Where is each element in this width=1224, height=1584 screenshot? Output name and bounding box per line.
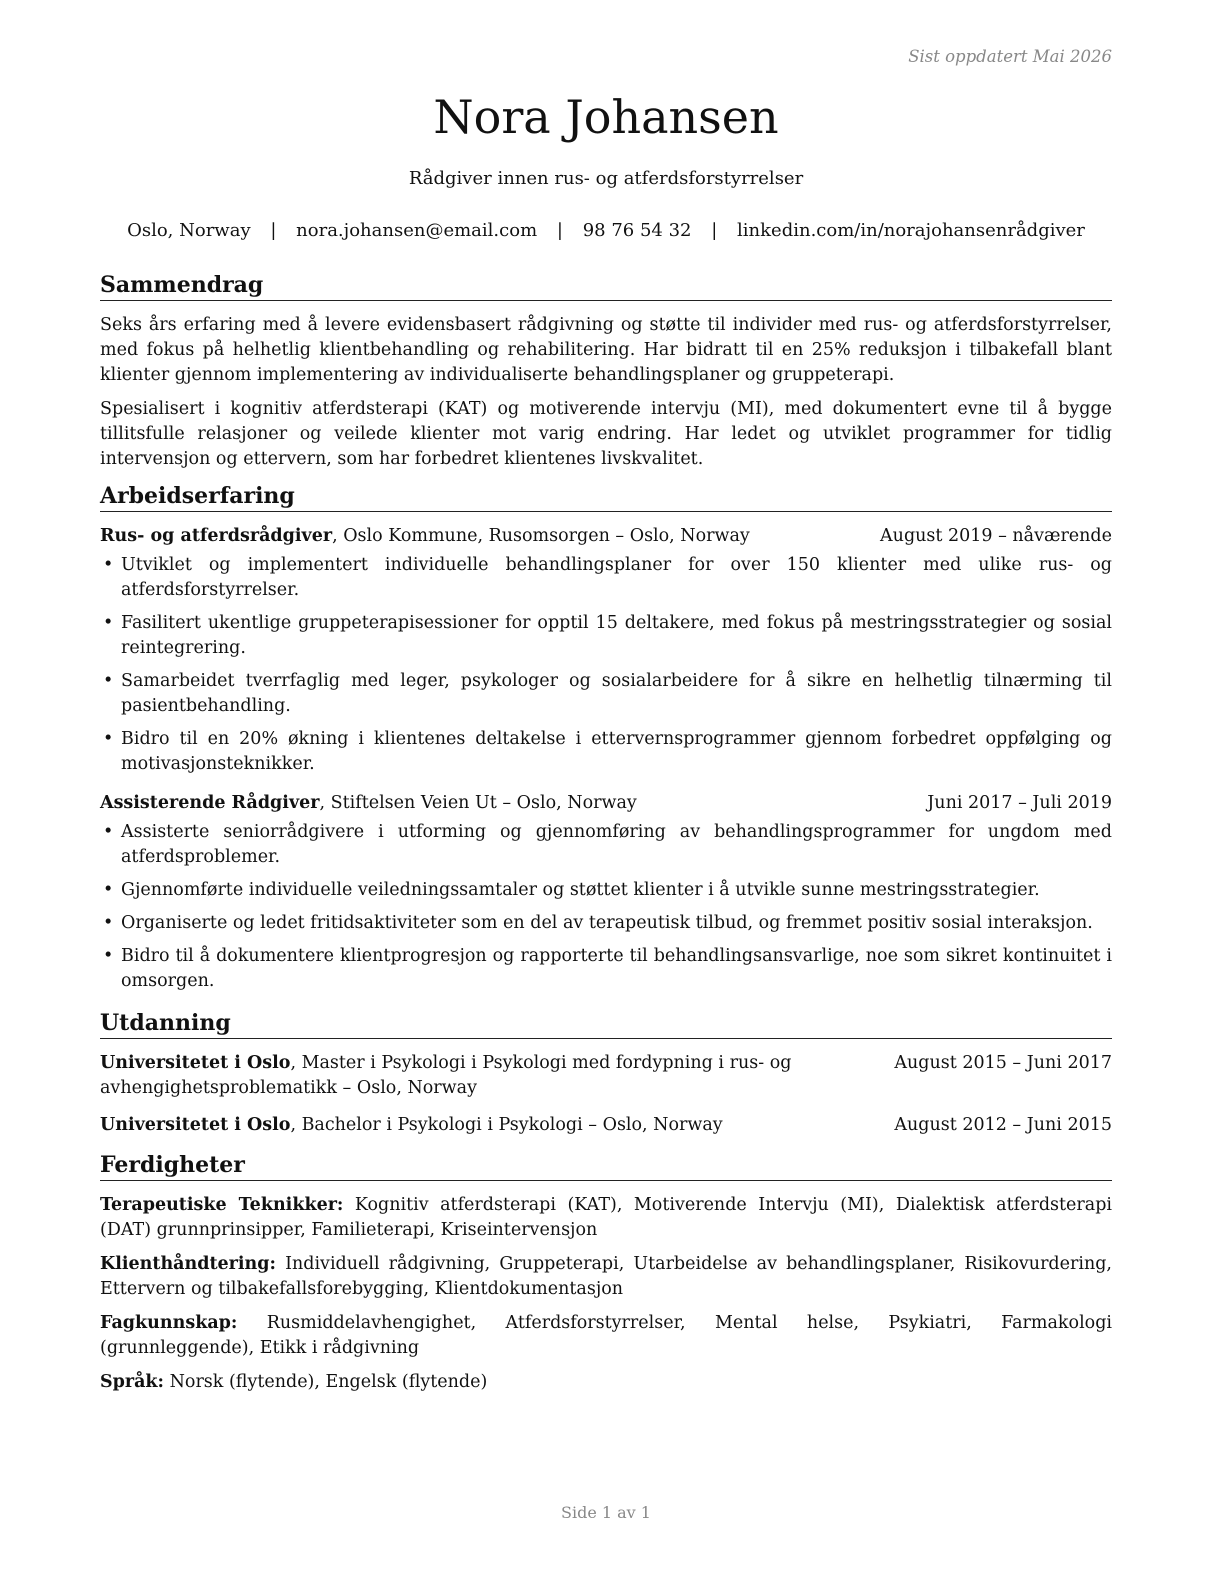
job-role: Assisterende Rådgiver: [100, 793, 320, 813]
education-entry: [100, 1051, 1112, 1101]
summary-paragraph: Spesialisert i kognitiv atferdsterapi (KAT) og motiverende intervju (MI), med dokumentert evne til å bygge tillitsfulle relasjoner og veilede klienter mot varig endring. Har ledet og utviklet programmer for tidlig intervensjon og ettervern, som har forbedret klientenes livskvalitet.: [100, 399, 1112, 469]
education-school: Universitetet i Oslo: [100, 1053, 291, 1073]
resume-content: [100, 270, 1112, 1404]
job-bullet: • Organiserte og ledet fritidsaktiviteter som en del av terapeutisk tilbud, og fremmet positiv sosial interaksjon.: [100, 911, 1112, 936]
last-updated: Sist oppdatert Mai 2026: [908, 47, 1112, 66]
page-number: Side 1 av 1: [561, 1503, 651, 1522]
job-dates: August 2019 – nåværende: [880, 526, 1112, 546]
job-bullets: [100, 820, 1112, 994]
contact-separator: |: [270, 220, 277, 241]
skills-section: [100, 1150, 1112, 1395]
job-header: [100, 524, 1112, 549]
contact-linkedin[interactable]: linkedin.com/in/norajohansenrådgiver: [737, 220, 1085, 241]
job-bullet: • Assisterte seniorrådgivere i utforming og gjennomføring av behandlingsprogrammer for ungdom med atferdsproblemer.: [100, 820, 1112, 870]
skill-text: Norsk (flytende), Engelsk (flytende): [164, 1372, 488, 1392]
skill-label: Klienthåndtering:: [100, 1254, 276, 1274]
job-bullet: • Samarbeidet tverrfaglig med leger, psykologer og sosialarbeidere for å sikre en helhetlig tilnærming til pasientbehandling.: [100, 669, 1112, 719]
contact-email[interactable]: nora.johansen@email.com: [296, 220, 538, 241]
job-organization: , Stiftelsen Veien Ut – Oslo, Norway: [319, 793, 637, 813]
job-dates: Juni 2017 – Juli 2019: [927, 793, 1112, 813]
section-title-education: Utdanning: [100, 1008, 1112, 1039]
education-dates: August 2012 – Juni 2015: [894, 1115, 1112, 1135]
section-title-summary: Sammendrag: [100, 270, 1112, 301]
education-degree: , Master i Psykologi i Psykologi med fordypning i rus- og avhengighetsproblematikk – Oslo, Norway: [100, 1053, 792, 1098]
skill-group: [100, 1252, 1112, 1302]
experience-section: [100, 481, 1112, 994]
job-bullets: [100, 553, 1112, 777]
skill-label: Terapeutiske Teknikker:: [100, 1195, 344, 1215]
summary-paragraph: Seks års erfaring med å levere evidensbasert rådgivning og støtte til individer med rus- og atferdsforstyrrelser, med fokus på helhetlig klientbehandling og rehabilitering. Har bidratt til en 25% reduksjon i tilbakefall blant klienter gjennom implementering av individualiserte behandlingsplaner og gruppeterapi.: [100, 315, 1112, 385]
job-role: Rus- og atferdsrådgiver: [100, 526, 333, 546]
job-bullet: • Bidro til en 20% økning i klientenes deltakelse i ettervernsprogrammer gjennom forbedret oppfølging og motivasjonsteknikker.: [100, 727, 1112, 777]
contact-line: [80, 218, 1132, 243]
section-title-skills: Ferdigheter: [100, 1150, 1112, 1181]
candidate-name: Nora Johansen: [433, 90, 779, 144]
job-header: [100, 791, 1112, 816]
skill-text: Individuell rådgivning, Gruppeterapi, Utarbeidelse av behandlingsplaner, Risikovurdering, Ettervern og tilbakefallsforebygging, Klientdokumentasjon: [100, 1254, 1112, 1299]
education-section: [100, 1008, 1112, 1138]
skill-label: Språk:: [100, 1372, 165, 1392]
skill-group: [100, 1193, 1112, 1243]
skill-group: [100, 1311, 1112, 1361]
job-bullet: • Utviklet og implementert individuelle behandlingsplaner for over 150 klienter med ulike rus- og atferdsforstyrrelser.: [100, 553, 1112, 603]
job-entry: [100, 524, 1112, 777]
job-organization: , Oslo Kommune, Rusomsorgen – Oslo, Norway: [332, 526, 750, 546]
skill-text: Kognitiv atferdsterapi (KAT), Motiverende Intervju (MI), Dialektisk atferdsterapi (DAT) grunnprinsipper, Familieterapi, Kriseintervensjon: [100, 1195, 1112, 1240]
education-dates: August 2015 – Juni 2017: [894, 1053, 1112, 1073]
candidate-title: Rådgiver innen rus- og atferdsforstyrrelser: [408, 168, 804, 189]
skill-label: Fagkunnskap:: [100, 1313, 238, 1333]
job-entry: [100, 791, 1112, 994]
education-entry: [100, 1113, 1112, 1138]
education-school: Universitetet i Oslo: [100, 1115, 291, 1135]
job-bullet: • Bidro til å dokumentere klientprogresjon og rapporterte til behandlingsansvarlige, noe som sikret kontinuitet i omsorgen.: [100, 944, 1112, 994]
job-bullet: • Gjennomførte individuelle veiledningssamtaler og støttet klienter i å utvikle sunne mestringsstrategier.: [100, 878, 1112, 903]
job-bullet: • Fasilitert ukentlige gruppeterapisessioner for opptil 15 deltakere, med fokus på mestringsstrategier og sosial reintegrering.: [100, 611, 1112, 661]
summary-section: [100, 270, 1112, 472]
contact-separator: |: [711, 220, 718, 241]
skill-text: Rusmiddelavhengighet, Atferdsforstyrrelser, Mental helse, Psykiatri, Farmakologi (grunnleggende), Etikk i rådgivning: [100, 1313, 1112, 1358]
contact-location: Oslo, Norway: [127, 220, 251, 241]
resume-page: [100, 0, 1112, 1584]
skill-group: [100, 1370, 1112, 1395]
section-title-experience: Arbeidserfaring: [100, 481, 1112, 512]
education-degree: , Bachelor i Psykologi i Psykologi – Oslo, Norway: [290, 1115, 723, 1135]
contact-separator: |: [556, 220, 563, 241]
contact-phone: 98 76 54 32: [582, 220, 692, 241]
